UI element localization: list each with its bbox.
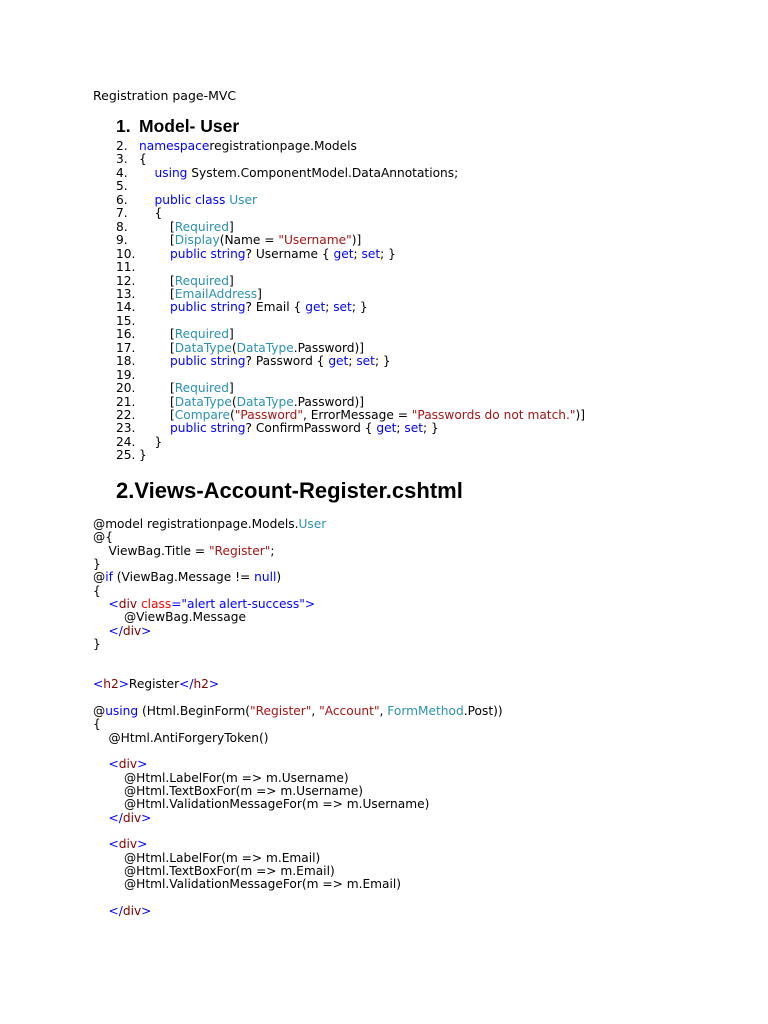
code-token: ; } [351,300,368,315]
code-token: @Html.AntiForgeryToken() [93,730,269,745]
code-token [139,421,170,435]
line-number: 9. [116,233,128,248]
code-token: </ [179,677,194,692]
code-token: ="alert alert-success"> [171,597,316,612]
code-token: ; [270,543,275,558]
code-text [139,248,396,261]
line-number: 7. [116,206,128,221]
code-token: (Name = [219,233,279,248]
code-token: , [311,703,320,718]
code-token: @ [93,570,106,585]
code-token: ) [276,570,282,585]
code-token [93,757,109,771]
code-token: , [379,703,388,718]
code-token: { [139,206,163,221]
code-token: [ [139,381,175,396]
section-title: Model- User [139,116,240,136]
line-number: 12. [116,273,136,288]
code-token: ; [396,421,405,436]
line-number: 11. [116,260,136,275]
code-text [139,288,262,301]
line-number: 16. [116,327,136,342]
code-token: [ [139,233,175,248]
code-text [93,678,219,691]
code-token: } [93,637,101,652]
code-token: get [333,246,354,261]
line-number: 4. [116,165,128,180]
code-token: > [118,677,129,692]
code-token: < [108,837,119,852]
code-token: ] [229,273,234,288]
code-token: </ [108,810,123,825]
code-token: [ [139,394,175,409]
code-token: ] [229,219,234,234]
code-token: ? Username { [245,246,334,261]
section-title: Views-Account-Register.cshtml [134,478,463,503]
code-token: set [404,421,423,436]
code-token: namespace [139,139,210,153]
code-token: ; } [422,421,439,436]
code-token [93,811,109,825]
code-token [139,166,155,180]
code-token: > [141,904,152,919]
code-token [139,193,155,207]
line-number: 13. [116,286,136,301]
code-text [139,409,585,422]
code-text [139,449,147,462]
document-title: Registration page-MVC [93,88,237,103]
line-number: 25. [116,448,136,463]
code-token: } [93,557,101,572]
code-token: ? Password { [245,354,329,369]
code-token: @{ [93,530,113,545]
code-token: > [137,757,148,772]
code-token: ; [325,300,334,315]
code-token: { [93,717,101,732]
line-number: 23. [116,421,136,436]
code-token: [ [139,219,175,234]
code-token: .Post)) [463,703,503,718]
code-token: @Html.LabelFor(m => m.Email) [93,850,321,865]
line-number: 8. [116,219,128,234]
code-token: using [154,165,188,180]
code-token: { [139,152,147,167]
code-token [139,354,170,368]
code-token: @Html.TextBoxFor(m => m.Email) [93,864,335,879]
code-text [139,355,391,368]
code-token: System.ComponentModel.DataAnnotations; [187,165,459,180]
line-number: 20. [116,381,136,396]
code-token: </ [108,904,123,919]
code-token: ( [230,408,235,422]
code-token: div [118,597,138,612]
code-token: </ [108,623,123,638]
code-token: public class [154,192,226,207]
code-token: @Html.TextBoxFor(m => m.Username) [93,784,364,798]
code-token: h2 [103,677,119,692]
code-token: DataType [174,340,232,355]
code-token: public string [170,300,246,315]
code-token: Required [174,381,229,396]
code-token: [ [139,408,175,422]
code-token: public string [170,246,246,261]
code-text [139,167,458,180]
code-token: registrationpage.Models [209,139,357,153]
code-token: > [208,677,220,692]
line-number: 21. [116,394,136,409]
line-number: 5. [116,179,128,194]
code-token: @Html.ValidationMessageFor(m => m.Email) [93,877,402,892]
code-token: Required [174,273,229,288]
code-token: Required [174,219,229,234]
code-token: < [108,757,119,772]
line-number: 14. [116,300,136,315]
code-token: { [93,583,101,598]
line-number: 15. [116,313,136,328]
code-text [93,518,326,531]
code-token: @ [93,703,106,718]
code-token: ] [229,327,234,342]
code-text [93,905,151,918]
code-token: [ [139,286,175,301]
code-token: DataType [236,394,294,409]
code-token: Display [174,233,220,248]
code-token: "Register" [249,703,312,718]
code-text [139,221,234,234]
code-token: ; [348,354,357,369]
code-token: "Passwords do not match." [411,408,576,422]
code-token: if [105,570,113,585]
code-text [139,207,162,220]
code-token: @ViewBag.Message [93,610,246,625]
code-token: public string [170,421,246,436]
code-text [139,301,368,314]
code-token: < [93,677,104,692]
code-token: .Password)] [293,394,365,409]
line-number: 10. [116,246,136,261]
code-token: null [254,570,277,585]
code-token: [ [139,340,175,355]
code-token: } [139,448,147,463]
code-text [93,638,101,651]
code-token: ] [229,381,234,396]
code-token: public string [170,354,246,369]
code-token: ( [231,340,237,355]
code-token: "Account" [319,703,380,718]
code-token: ViewBag.Title = [93,543,209,558]
code-token: DataType [174,394,232,409]
code-text [139,342,364,355]
code-token: EmailAddress [174,286,258,301]
code-token: .Password)] [293,340,365,355]
line-number: 19. [116,367,136,382]
code-token: (ViewBag.Message != [112,570,255,585]
code-token: [ [139,327,175,342]
code-token: "Username" [278,233,352,248]
line-number: 3. [116,152,128,167]
code-token: } [139,434,163,449]
code-token: , ErrorMessage = [302,408,412,422]
code-text [139,436,162,449]
code-token: Register [128,677,180,692]
code-token: ( [231,394,237,409]
code-text [139,382,234,395]
code-token [93,624,109,638]
code-token: using [105,703,139,718]
code-token: @Html.LabelFor(m => m.Username) [93,770,349,785]
code-token [93,904,109,918]
code-text [139,140,357,153]
code-token: set [333,300,352,315]
code-token: div [118,837,138,852]
code-token: )] [351,233,362,248]
line-number: 18. [116,354,136,369]
code-token: div [122,623,142,638]
code-text [93,545,274,558]
code-token: h2 [193,677,209,692]
code-text [93,705,503,718]
code-token: @Html.ValidationMessageFor(m => m.Username) [93,797,430,812]
code-token: "Register" [208,543,271,558]
code-text [93,812,151,825]
code-text [139,234,361,247]
line-number: 6. [116,192,128,207]
code-token: > [141,623,152,638]
code-token: > [141,810,152,825]
section-heading-model [116,116,239,137]
code-token [93,597,109,611]
code-token: > [137,837,148,852]
code-text [93,732,268,745]
code-token [93,837,109,851]
code-token: )] [575,408,585,422]
code-token: ? ConfirmPassword { [245,421,377,436]
code-text [93,571,281,584]
code-token: Compare [174,408,231,422]
code-text [139,194,257,207]
code-token: ; [353,246,362,261]
code-text [139,153,147,166]
code-token: User [229,192,257,207]
code-token: DataType [236,340,294,355]
line-number: 22. [116,408,136,422]
code-text [93,625,151,638]
code-token: div [122,810,142,825]
code-text [139,396,364,409]
section-number: 1. [116,116,131,136]
code-text [139,275,234,288]
code-token [139,247,170,261]
code-token: ; } [380,246,396,261]
code-token: class [140,597,172,612]
section-heading-views [116,478,463,504]
code-token: "Password" [234,408,303,422]
code-token: @model registrationpage.Models. [93,517,299,531]
code-token: [ [139,273,175,288]
section-number: 2. [116,478,135,503]
code-token: User [298,517,327,531]
code-token: get [376,421,397,436]
code-text [139,328,234,341]
code-token: div [122,904,142,919]
line-number: 24. [116,434,136,449]
code-token: set [361,246,381,261]
code-token: Required [174,327,229,342]
code-token: ; } [374,354,391,369]
line-number: 17. [116,340,136,355]
code-token: ? Email { [245,300,306,315]
line-number: 2. [116,139,128,153]
code-token: div [118,757,138,772]
code-token [139,300,170,314]
code-token: (Html.BeginForm( [138,703,250,718]
code-token: set [356,354,375,369]
code-token: < [108,597,119,612]
code-text [139,422,439,435]
code-token: FormMethod [387,703,464,718]
code-text [93,878,401,891]
code-token: get [328,354,349,369]
code-token: get [305,300,326,315]
code-token: ] [257,286,262,301]
